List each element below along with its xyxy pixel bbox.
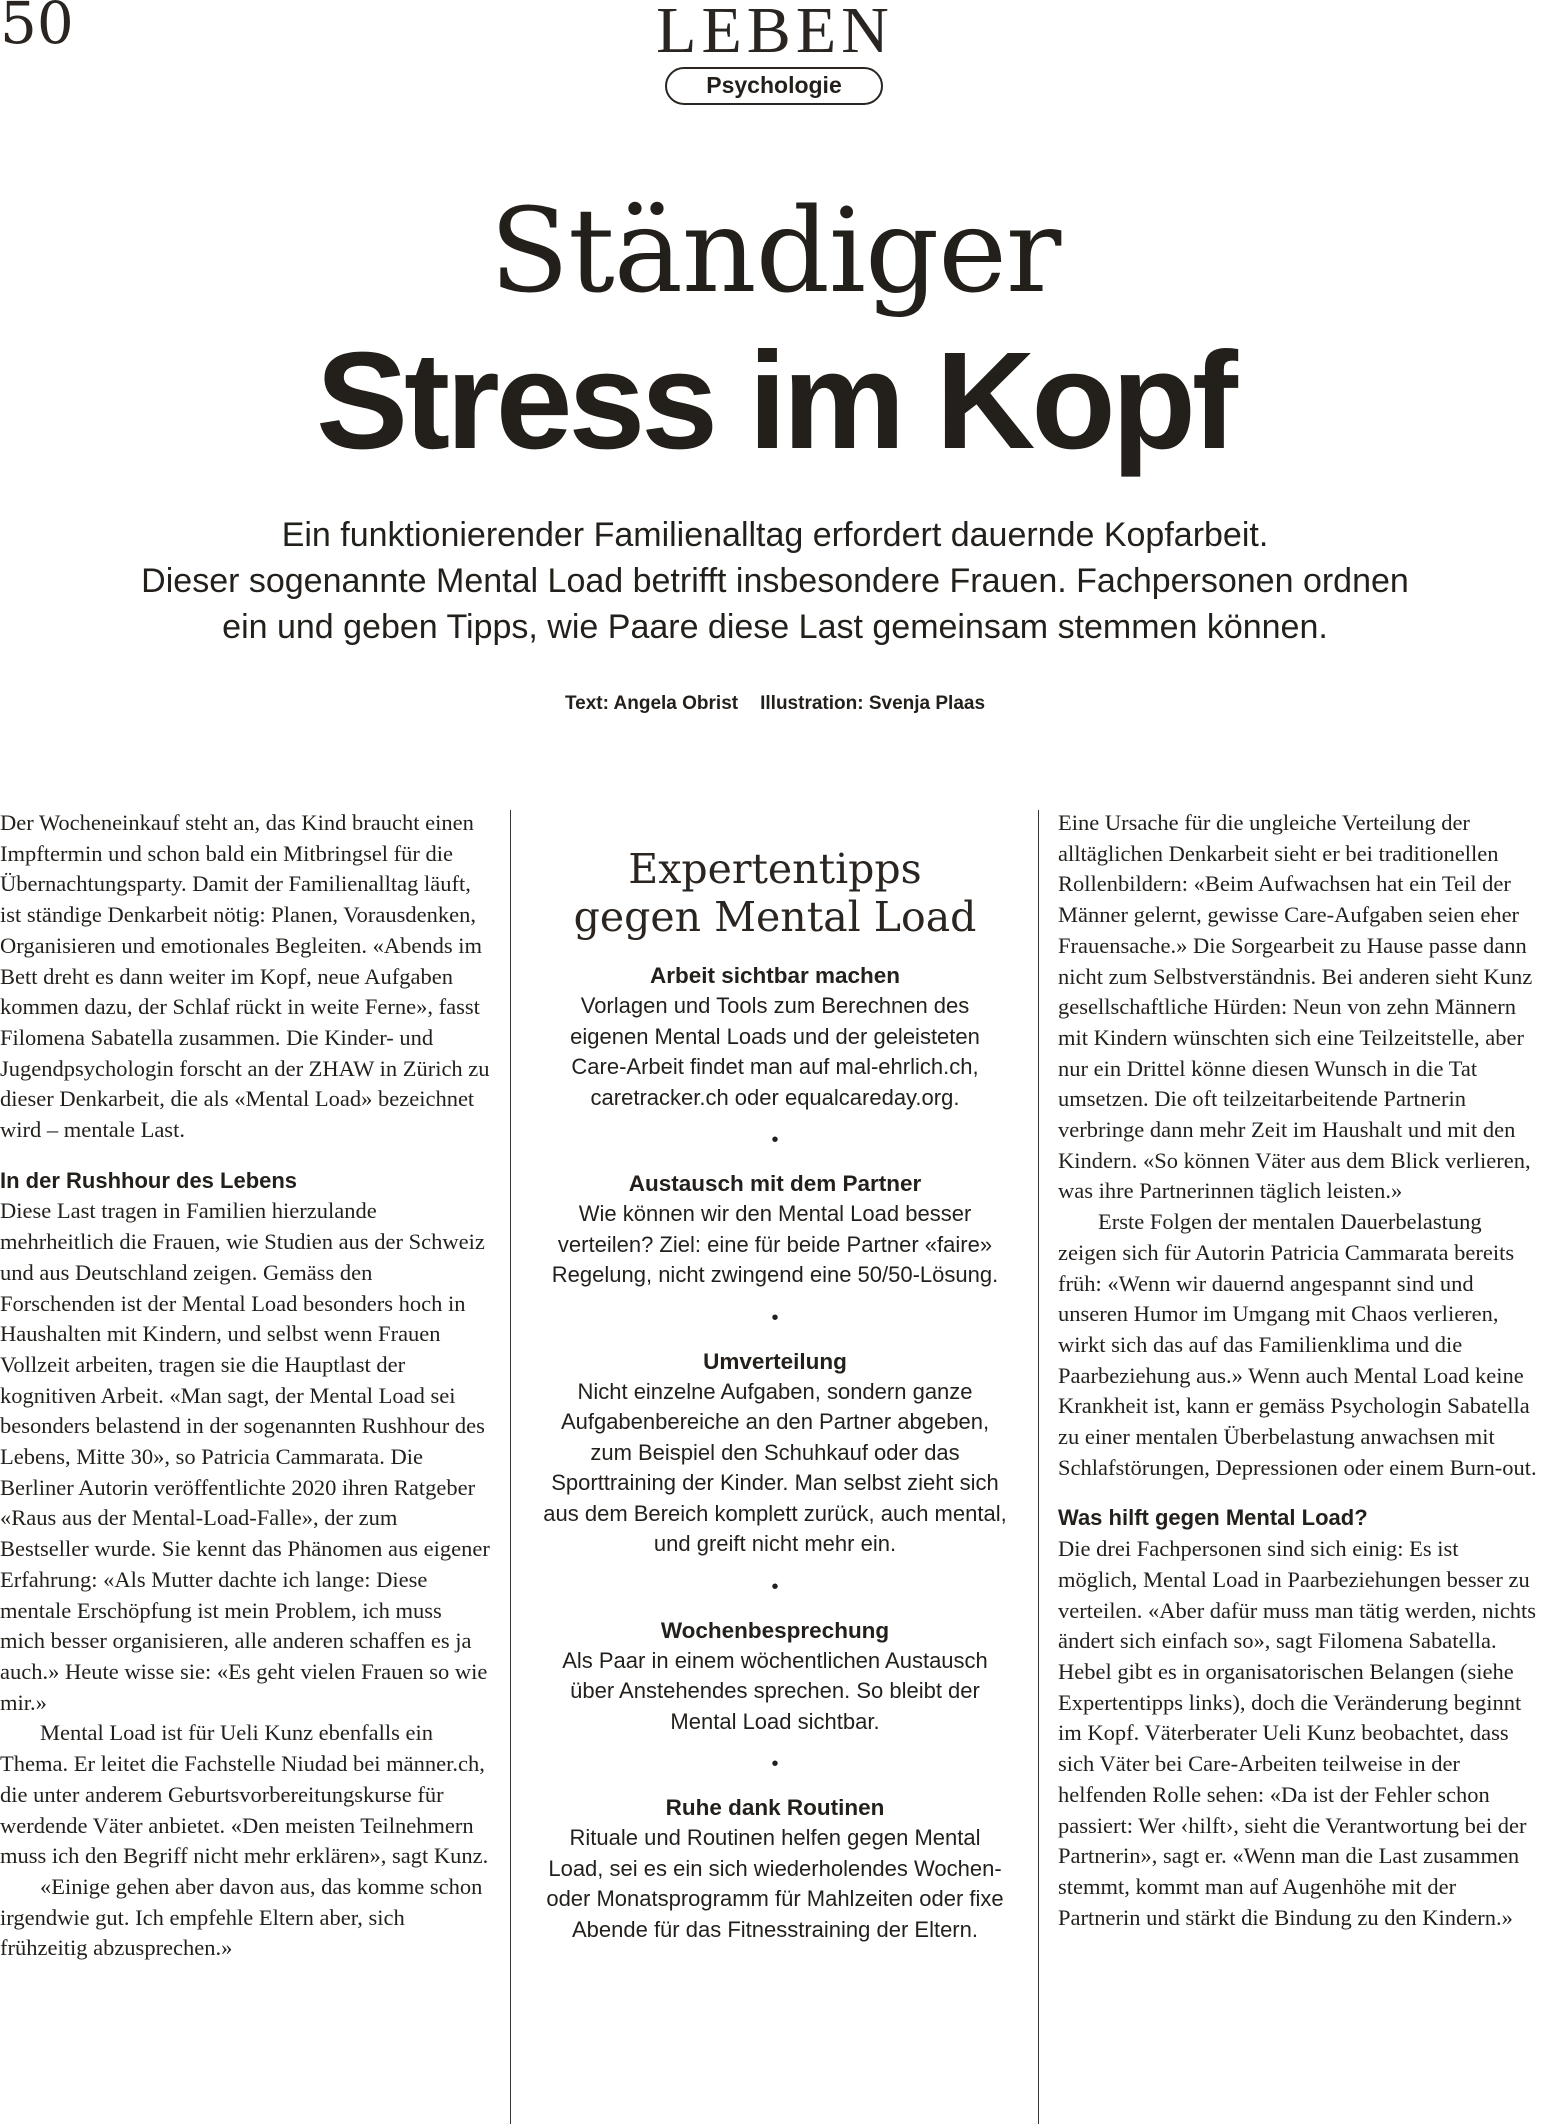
tip-text: Rituale und Routinen helfen gegen Mental Load, sei es ein sich wiederholendes Wochen- oder Monatsprogramm für Mahlzeiten oder fixe Abende für das Fitnesstraining der Eltern. xyxy=(546,1825,1004,1942)
tip-text: Als Paar in einem wöchentlichen Austausch über Anstehendes sprechen. So bleibt der Mental Load sichtbar. xyxy=(562,1647,988,1734)
tips-title xyxy=(540,845,1010,941)
tip-heading: Wochenbesprechung xyxy=(660,1617,890,1643)
bullet-separator: • xyxy=(771,1129,779,1151)
rubric-badge: Psychologie xyxy=(665,67,883,105)
headline-line2: Stress im Kopf xyxy=(316,324,1234,478)
body-paragraph: Diese Last tragen in Familien hierzulande mehrheitlich die Frauen, wie Studien aus der Schweiz und aus Deutschland zeigen. Gemäss den Forschenden ist der Mental Load besonders hoch in Haushalten mit Kindern, und selbst wenn Frauen Vollzeit arbeiten, tragen sie die Hauptlast der kognitiven Arbeit. «Man sagt, der Mental Load sei besonders belastend in der sogenannten Rushhour des Lebens, Mitte 30», so Patricia Cammarata. Die Berliner Autorin veröffentlichte 2020 ihren Ratgeber «Raus aus der Mental-Load-Falle», der zum Bestseller wurde. Sie kennt das Phänomen aus eigener Erfahrung: «Als Mutter dachte ich lange: Diese mentale Erschöpfung ist mein Problem, ich muss mich besser organisieren, alle anderen schaffen es ja auch.» Heute wisse sie: «Es geht vielen Frauen so wie mir.» xyxy=(0,1198,490,1715)
bullet-separator: • xyxy=(771,1306,779,1329)
credits xyxy=(0,693,1550,715)
body-paragraph: «Einige gehen aber davon aus, das komme schon irgendwie gut. Ich empfehle Eltern aber, sich frühzeitig abzusprechen.» xyxy=(0,1873,483,1961)
body-paragraph: Mental Load ist für Ueli Kunz ebenfalls ein Thema. Er leitet die Fachstelle Niudad bei männer.ch, die unter anderem Geburtsvorbereitungskurse für werdende Väter anbietet. «Den meisten Teilnehmern muss ich den Begriff nicht mehr erklären», sagt Kunz. xyxy=(0,1720,489,1869)
section-title: LEBEN xyxy=(656,0,894,67)
body-paragraph: Erste Folgen der mentalen Dauerbelastung zeigen sich für Autorin Patricia Cammarata bereits früh: «Wenn wir dauernd angespannt sind und unseren Humor im Umgang mit Chaos verlieren, wirkt sich das auf das Familienklima und die Paarbeziehung aus.» Wenn auch Mental Load keine Krankheit ist, kann er gemäss Psychologin Sabatella zu einer mentalen Überbelastung anwachsen mit Schlafstörungen, Depressionen oder einem Burn-out. xyxy=(1058,1209,1537,1480)
author-credit: Text: Angela Obrist xyxy=(564,693,739,714)
subheading: Was hilft gegen Mental Load? xyxy=(1058,1505,1368,1531)
column-divider xyxy=(1038,810,1039,2124)
lead-line: Ein funktionierender Familienalltag erfordert dauernde Kopfarbeit. xyxy=(281,516,1269,554)
bullet-separator: • xyxy=(771,1575,779,1598)
body-paragraph: Eine Ursache für die ungleiche Verteilung der alltäglichen Denkarbeit sieht er bei traditionellen Rollenbildern: «Beim Aufwachsen hat ein Teil der Männer gelernt, gewisse Care-Aufgaben seien eher Frauensache.» Die Sorgearbeit zu Hause passe dann nicht zum Selbstverständnis. Bei anderen sieht Kunz gesellschaftliche Hürden: Neun von zehn Männern mit Kindern wünschten sich eine Teilzeitstelle, aber nur ein Drittel könne diesen Wunsch in die Tat umsetzen. Die oft teilzeitarbeitende Partnerin verbringe dann mehr Zeit im Haushalt und mit den Kindern. «So können Väter aus dem Blick verlieren, was ihre Partnerinnen täglich leisten.» xyxy=(1058,810,1533,1204)
lead-line: ein und geben Tipps, wie Paare diese Last gemeinsam stemmen können. xyxy=(222,608,1328,646)
tip-text: Wie können wir den Mental Load besser verteilen? Ziel: eine für beide Partner «faire» Regelung, nicht zwingend eine 50/50-Lösung. xyxy=(551,1201,999,1287)
tip-text: Nicht einzelne Aufgaben, sondern ganze Aufgabenbereiche an den Partner abgeben, zum Beispiel den Schuhkauf oder das Sporttraining der Kinder. Man selbst zieht sich aus dem Bereich komplett zurück, auch mental, und greift nicht mehr ein. xyxy=(543,1378,1007,1556)
tip-heading: Ruhe dank Routinen xyxy=(665,1795,885,1820)
page-number: 50 xyxy=(0,0,74,57)
tip-item xyxy=(540,961,1010,1113)
bullet-separator: • xyxy=(771,1753,779,1775)
body-paragraph: Der Wocheneinkauf steht an, das Kind braucht einen Impftermin und schon bald ein Mitbringsel für die Übernachtungsparty. Damit der Familienalltag läuft, ist ständige Denkarbeit nötig: Planen, Vorausdenken, Organisieren und emotionales Begleiten. «Abends im Bett dreht es dann weiter im Kopf, neue Aufgaben kommen dazu, der Schlaf rückt in weite Ferne», fasst Filomena Sabatella zusammen. Die Kinder- und Jugendpsychologin forscht an der ZHAW in Zürich zu dieser Denkarbeit, die als «Mental Load» bezeichnet wird – mentale Last. xyxy=(0,810,490,1143)
tip-item xyxy=(540,1347,1010,1560)
body-paragraph: Die drei Fachpersonen sind sich einig: Es ist möglich, Mental Load in Paarbeziehungen besser zu verteilen. «Aber dafür muss man tätig werden, nichts ändert sich einfach so», sagt Filomena Sabatella. Hebel gibt es in organisatorischen Belangen (siehe Expertentipps links), doch die Veränderung beginnt im Kopf. Väterberater Ueli Kunz beobachtet, dass sich Väter bei Care-Arbeiten teilweise in der helfenden Rolle sehen: «Da ist der Fehler schon passiert: Wer ‹hilft›, sieht die Verantwortung bei der Partnerin», sagt er. «Wenn man die Last zusammen stemmt, kommt man auf Augenhöhe mit der Partnerin und stärkt die Bindung zu den Kindern.» xyxy=(1058,1536,1536,1930)
tip-text: Vorlagen und Tools zum Berechnen des eigenen Mental Loads und der geleisteten Care-Arbeit findet man auf mal-ehrlich.ch, caretracker.ch oder equalcareday.org. xyxy=(570,993,980,1110)
subheading: In der Rushhour des Lebens xyxy=(0,1167,298,1193)
headline-line1: Ständiger xyxy=(489,184,1061,319)
tip-heading: Austausch mit dem Partner xyxy=(628,1171,922,1196)
article-column-1 xyxy=(0,808,490,1964)
article-column-3 xyxy=(1058,808,1542,1933)
illustration-credit: Illustration: Svenja Plaas xyxy=(760,693,986,714)
tip-heading: Umverteilung xyxy=(703,1348,847,1374)
lead-paragraph xyxy=(30,512,1520,650)
expert-tips-box xyxy=(540,845,1010,1945)
tip-item xyxy=(540,1616,1010,1738)
tips-title-line: gegen Mental Load xyxy=(573,893,977,941)
lead-line: Dieser sogenannte Mental Load betrifft insbesondere Frauen. Fachpersonen ordnen xyxy=(141,562,1409,600)
tip-heading: Arbeit sichtbar machen xyxy=(649,963,901,988)
tips-title-line: Expertentipps xyxy=(628,845,922,893)
tip-item xyxy=(540,1169,1010,1291)
tip-item xyxy=(540,1793,1010,1945)
column-divider xyxy=(510,810,511,2124)
